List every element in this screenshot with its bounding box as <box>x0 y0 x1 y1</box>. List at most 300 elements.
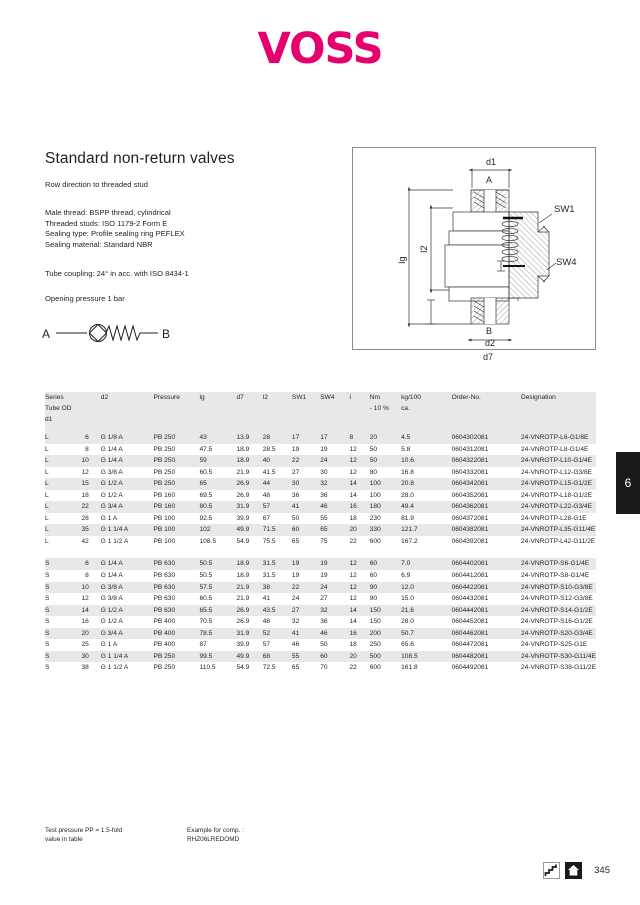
cell-sw4: 32 <box>320 480 328 488</box>
cell-sw1: 22 <box>291 583 300 591</box>
header-row-2 <box>45 403 596 414</box>
cell-lg: 65 <box>199 480 207 488</box>
cell-series: S <box>45 583 50 591</box>
cell-d2: G 1/2 A <box>100 480 123 488</box>
cell-d7: 21.9 <box>236 468 250 476</box>
cell-sw1: 17 <box>291 434 300 441</box>
cell-d7: 26.9 <box>236 618 250 626</box>
cell-lg: 50.5 <box>199 560 213 568</box>
cell-series: L <box>45 445 49 453</box>
footer-note-line-2: value in table <box>45 835 83 843</box>
cell-order: 0604372081 <box>451 514 489 522</box>
cell-sw1: 36 <box>291 491 300 499</box>
cell-order: 0604432081 <box>451 595 489 603</box>
cell-d7: 21.9 <box>236 583 250 591</box>
cell-l2: 72.5 <box>262 664 276 672</box>
cell-kg: 65.6 <box>401 641 414 649</box>
cell-kg: 4.5 <box>401 434 411 441</box>
cell-pressure: PB 100 <box>153 537 176 545</box>
cell-tube: 6 <box>85 560 89 568</box>
header-d1: d1 <box>45 416 53 423</box>
cell-sw4: 46 <box>320 503 328 511</box>
cell-tube: 12 <box>81 468 89 476</box>
cell-sw1: 24 <box>291 595 300 603</box>
cell-d7: 49.9 <box>236 652 250 660</box>
cell-nm: 180 <box>369 503 381 511</box>
header-pressure: Pressure <box>153 394 180 401</box>
drawing-label-lg: lg <box>397 256 408 264</box>
cell-d7: 26.9 <box>236 491 250 499</box>
header-sub-l2 <box>263 403 292 414</box>
cell-pressure: PB 250 <box>153 434 176 441</box>
cell-nm: 50 <box>369 457 378 465</box>
cell-sw1: 22 <box>291 457 300 465</box>
header-sub-lg <box>200 403 237 414</box>
cell-lg: 60.5 <box>199 468 213 476</box>
technical-drawing <box>352 147 596 350</box>
header-series: Series <box>45 394 64 401</box>
cell-pressure: PB 250 <box>153 445 176 453</box>
drawing-label-sw4: SW4 <box>556 257 577 268</box>
cell-pressure: PB 400 <box>153 629 176 637</box>
footer-example-line-1: Example for comp. : <box>187 827 244 834</box>
cell-designation: 24-VNROTP-S8-G1/4E <box>520 572 590 580</box>
table-row <box>45 605 596 617</box>
cell-tube: 30 <box>81 652 89 660</box>
cell-nm: 80 <box>369 468 378 476</box>
cell-series: S <box>45 629 50 637</box>
cell-d7: 31.9 <box>236 629 250 637</box>
cell-designation: 24-VNROTP-L12-G3/8E <box>520 468 593 476</box>
cell-series: L <box>45 537 49 545</box>
cell-sw1: 19 <box>291 560 300 568</box>
cell-series: S <box>45 560 50 568</box>
header-kg: kg/100 <box>401 394 421 401</box>
cell-sw4: 17 <box>320 434 328 441</box>
cell-series: L <box>45 480 49 488</box>
cell-nm: 90 <box>369 583 378 591</box>
cell-lg: 92.5 <box>199 514 213 522</box>
cell-d7: 18.9 <box>236 560 250 568</box>
cell-l2: 75.5 <box>262 537 276 545</box>
cell-sw4: 32 <box>320 606 328 614</box>
cell-series: S <box>45 572 50 580</box>
table-row <box>45 616 596 628</box>
cell-sw1: 19 <box>291 572 300 580</box>
cell-sw4: 75 <box>320 537 328 545</box>
cell-d2: G 1/4 A <box>100 560 123 568</box>
cell-nm: 90 <box>369 595 378 603</box>
cell-order: 0604362081 <box>451 503 489 511</box>
cell-series: S <box>45 664 50 672</box>
cell-sw4: 65 <box>320 526 328 534</box>
cell-l2: 38 <box>262 583 271 591</box>
table-series-gap <box>45 547 596 558</box>
cell-order: 0604462081 <box>451 629 489 637</box>
header-tube-od: Tube OD <box>45 405 72 412</box>
cell-lg: 99.5 <box>199 652 213 660</box>
cell-series: L <box>45 491 49 499</box>
cell-sw1: 30 <box>291 480 300 488</box>
cell-tube: 8 <box>85 572 89 580</box>
cell-sw4: 19 <box>320 445 328 453</box>
cell-lg: 65.5 <box>199 606 213 614</box>
cell-pressure: PB 100 <box>153 526 176 534</box>
cell-sw4: 36 <box>320 618 328 626</box>
cell-sw4: 24 <box>320 583 328 591</box>
table-row <box>45 524 596 536</box>
cell-sw4: 50 <box>320 641 328 649</box>
cell-i: 16 <box>349 503 357 511</box>
cell-lg: 78.5 <box>199 629 213 637</box>
cell-order: 0604312081 <box>451 445 489 453</box>
page-subtitle: Row direction to threaded stud <box>45 180 148 189</box>
cell-series: L <box>45 468 49 476</box>
cell-pressure: PB 630 <box>153 572 176 580</box>
cell-order: 0604492081 <box>451 664 489 672</box>
cell-l2: 41 <box>262 595 271 603</box>
table-row <box>45 558 596 570</box>
spec-male-thread: Male thread: BSPP thread, cylindrical <box>45 208 171 217</box>
cell-d7: 39.9 <box>236 641 250 649</box>
cell-nm: 100 <box>369 480 381 488</box>
spec-sealing-type: Sealing type: Profile sealing ring PEFLEX <box>45 229 185 239</box>
cell-kg: 10.6 <box>401 457 414 465</box>
cell-sw1: 41 <box>291 503 300 511</box>
cell-l2: 68 <box>262 652 271 660</box>
cell-order: 0604332081 <box>451 468 489 476</box>
table-row <box>45 582 596 594</box>
table-row <box>45 639 596 651</box>
cell-d7: 54.9 <box>236 664 250 672</box>
cell-i: 14 <box>349 618 357 626</box>
table-row <box>45 467 596 479</box>
cell-sw4: 36 <box>320 491 328 499</box>
cell-sw4: 19 <box>320 560 328 568</box>
cell-d7: 18.9 <box>236 445 250 453</box>
cell-tube: 15 <box>81 480 89 488</box>
cell-kg: 16.8 <box>401 468 414 476</box>
cell-designation: 24-VNROTP-S14-G1/2E <box>520 606 593 614</box>
cell-l2: 48 <box>262 618 271 626</box>
table-row <box>45 536 596 548</box>
cell-lg: 70.5 <box>199 618 213 626</box>
symbol-port-b-label: B <box>162 327 171 341</box>
table-row <box>45 444 596 456</box>
cell-nm: 60 <box>369 560 378 568</box>
cell-d2: G 1 1/4 A <box>100 652 129 660</box>
cell-d2: G 1/4 A <box>100 572 123 580</box>
cell-designation: 24-VNROTP-S25-G1E <box>520 641 588 649</box>
cell-designation: 24-VNROTP-L6-G1/8E <box>520 434 589 441</box>
cell-i: 18 <box>349 641 357 649</box>
cell-sw1: 65 <box>291 664 300 672</box>
cell-sw4: 46 <box>320 629 328 637</box>
cell-nm: 600 <box>369 664 381 672</box>
cell-lg: 108.5 <box>199 537 217 545</box>
cell-tube: 38 <box>81 664 89 672</box>
cell-pressure: PB 630 <box>153 560 176 568</box>
cell-l2: 28.5 <box>262 445 276 453</box>
cell-sw4: 27 <box>320 595 328 603</box>
cell-l2: 71.5 <box>262 526 276 534</box>
table-row <box>45 593 596 605</box>
cell-pressure: PB 250 <box>153 457 176 465</box>
table-row <box>45 501 596 513</box>
cell-designation: 24-VNROTP-S6-G1/4E <box>520 560 590 568</box>
cell-d2: G 3/8 A <box>100 468 123 476</box>
cell-tube: 20 <box>81 629 89 637</box>
cell-kg: 15.0 <box>401 595 414 603</box>
footer-example-line-2: RHZ06LREDOMD <box>187 835 240 843</box>
cell-l2: 40 <box>262 457 271 465</box>
drawing-label-d7: d7 <box>483 352 494 362</box>
drawing-label-d1: d1 <box>486 157 497 167</box>
cell-l2: 44 <box>262 480 271 488</box>
cell-order: 0604482081 <box>451 652 489 660</box>
cell-d2: G 1 A <box>100 514 118 522</box>
header-nm: Nm <box>369 394 381 401</box>
header-sub-i <box>349 403 369 414</box>
cell-tube: 16 <box>81 618 89 626</box>
cell-pressure: PB 250 <box>153 652 176 660</box>
brand-logo <box>0 24 640 74</box>
cell-l2: 67 <box>262 514 271 522</box>
cell-lg: 87 <box>199 641 207 649</box>
cell-order: 0604452081 <box>451 618 489 626</box>
cell-i: 22 <box>349 664 357 672</box>
cell-i: 14 <box>349 491 357 499</box>
cell-pressure: PB 250 <box>153 664 176 672</box>
header-designation: Designation <box>520 394 556 401</box>
cell-order: 0604402081 <box>451 560 489 568</box>
table-row <box>45 628 596 640</box>
header-row-3-filler <box>101 414 596 425</box>
cell-sw1: 27 <box>291 468 300 476</box>
cell-kg: 28.0 <box>401 618 414 626</box>
cell-i: 8 <box>349 434 354 441</box>
cell-designation: 24-VNROTP-L42-G11/2E <box>520 537 596 545</box>
cell-d7: 49.9 <box>236 526 250 534</box>
cell-nm: 100 <box>369 491 381 499</box>
cell-nm: 500 <box>369 652 381 660</box>
cell-series: L <box>45 503 49 511</box>
cell-tube: 35 <box>81 526 89 534</box>
cell-d2: G 1 1/2 A <box>100 537 129 545</box>
cell-kg: 20.8 <box>401 480 414 488</box>
cell-tube: 8 <box>85 445 89 453</box>
cell-sw4: 24 <box>320 457 328 465</box>
cell-i: 22 <box>349 537 357 545</box>
table-row <box>45 432 596 444</box>
cell-d7: 26.9 <box>236 480 250 488</box>
cell-series: L <box>45 514 49 522</box>
cell-designation: 24-VNROTP-L8-G1/4E <box>520 445 589 453</box>
cell-lg: 59 <box>199 457 207 465</box>
cell-lg: 69.5 <box>199 491 213 499</box>
cell-designation: 24-VNROTP-S38-G11/2E <box>520 664 596 672</box>
cell-i: 12 <box>349 457 357 465</box>
data-table <box>45 392 596 674</box>
cell-series: L <box>45 526 49 534</box>
cell-d7: 18.9 <box>236 457 250 465</box>
cell-d2: G 3/4 A <box>100 629 123 637</box>
cell-d7: 18.9 <box>236 572 250 580</box>
cell-designation: 24-VNROTP-L35-G11/4E <box>520 526 596 534</box>
cell-designation: 24-VNROTP-S30-G11/4E <box>520 652 596 660</box>
drawing-label-A: A <box>486 175 493 185</box>
header-lg: lg <box>199 394 205 401</box>
header-kg-unit: ca. <box>401 405 410 412</box>
cell-tube: 10 <box>81 457 89 465</box>
cell-series: L <box>45 457 49 465</box>
footer-navigation <box>543 862 610 879</box>
cell-pressure: PB 630 <box>153 583 176 591</box>
cell-kg: 21.6 <box>401 606 414 614</box>
cell-lg: 80.5 <box>199 503 213 511</box>
cell-d2: G 1 A <box>100 641 118 649</box>
cell-pressure: PB 160 <box>153 491 176 499</box>
cell-i: 12 <box>349 583 357 591</box>
cell-kg: 161.8 <box>401 664 418 672</box>
cell-pressure: PB 250 <box>153 468 176 476</box>
cell-series: S <box>45 618 50 626</box>
cell-i: 14 <box>349 606 357 614</box>
header-row-3 <box>45 414 596 425</box>
header-sub-pressure <box>154 403 200 414</box>
cell-l2: 28 <box>262 434 271 441</box>
table-row <box>45 478 596 490</box>
header-sub-d2 <box>101 403 154 414</box>
cell-l2: 57 <box>262 503 271 511</box>
cell-tube: 10 <box>81 583 89 591</box>
cell-order: 0604342081 <box>451 480 489 488</box>
cell-i: 18 <box>349 514 357 522</box>
cell-sw1: 55 <box>291 652 300 660</box>
cell-tube: 18 <box>81 491 89 499</box>
cell-nm: 230 <box>369 514 381 522</box>
cell-l2: 31.5 <box>262 572 276 580</box>
cell-order: 0604422081 <box>451 583 489 591</box>
home-icon[interactable] <box>565 862 582 879</box>
header-sub-order <box>452 403 521 414</box>
cell-l2: 41.5 <box>262 468 276 476</box>
drawing-label-l2: l2 <box>419 245 430 253</box>
cell-i: 14 <box>349 480 357 488</box>
section-tab-6[interactable] <box>616 452 640 514</box>
cell-series: S <box>45 606 50 614</box>
cell-l2: 52 <box>262 629 271 637</box>
cell-pressure: PB 250 <box>153 480 176 488</box>
cell-tube: 6 <box>85 434 89 441</box>
table-row <box>45 570 596 582</box>
table-row <box>45 455 596 467</box>
cell-sw4: 30 <box>320 468 328 476</box>
drawing-label-B: B <box>486 326 493 336</box>
cell-order: 0604472081 <box>451 641 489 649</box>
cell-nm: 150 <box>369 606 381 614</box>
cell-pressure: PB 100 <box>153 514 176 522</box>
cell-sw1: 41 <box>291 629 300 637</box>
cell-lg: 102 <box>199 526 211 534</box>
voss-logo-text: VOSS <box>257 24 383 74</box>
cell-d7: 26.9 <box>236 606 250 614</box>
cell-designation: 24-VNROTP-L10-G1/4E <box>520 457 593 465</box>
footer-note-line-1: Test pressure PP = 1.5-fold <box>45 827 123 834</box>
cell-lg: 110.5 <box>199 664 216 672</box>
header-order-no: Order-No. <box>451 394 481 401</box>
cell-lg: 57.5 <box>199 583 213 591</box>
cell-sw4: 19 <box>320 572 328 580</box>
check-valve-symbol <box>42 316 177 350</box>
cell-kg: 5.8 <box>401 445 411 453</box>
cell-order: 0604382081 <box>451 526 489 534</box>
cell-tube: 42 <box>81 537 89 545</box>
symbol-port-a-label: A <box>42 327 51 341</box>
cell-d2: G 1/4 A <box>100 457 123 465</box>
footer-example-note <box>187 827 244 844</box>
cell-nm: 60 <box>369 572 378 580</box>
cell-kg: 49.4 <box>401 503 414 511</box>
cell-d2: G 1/2 A <box>100 606 123 614</box>
cell-d7: 21.9 <box>236 595 250 603</box>
cell-nm: 200 <box>369 629 381 637</box>
section-tab-label: 6 <box>624 476 632 490</box>
cell-nm: 330 <box>369 526 381 534</box>
cell-order: 0604302081 <box>451 434 489 441</box>
cell-d7: 54.9 <box>236 537 250 545</box>
spec-opening-pressure: Opening pressure 1 bar <box>45 294 125 303</box>
cell-designation: 24-VNROTP-L15-G1/2E <box>520 480 593 488</box>
cell-nm: 50 <box>369 445 378 453</box>
cell-d7: 39.9 <box>236 514 250 522</box>
cell-d7: 13.9 <box>236 434 250 441</box>
cell-i: 12 <box>349 445 357 453</box>
cell-designation: 24-VNROTP-L28-G1E <box>520 514 587 522</box>
header-d7: d7 <box>236 394 244 401</box>
table-body-s-series <box>45 558 596 673</box>
cell-tube: 28 <box>81 514 89 522</box>
specifications-table <box>45 392 596 674</box>
header-sw4: SW4 <box>320 394 335 401</box>
cell-designation: 24-VNROTP-S20-G3/4E <box>520 629 593 637</box>
cell-sw1: 60 <box>291 526 300 534</box>
cell-d2: G 1/8 A <box>100 434 123 441</box>
cell-i: 12 <box>349 560 357 568</box>
cell-order: 0604392081 <box>451 537 489 545</box>
cell-sw4: 60 <box>320 652 328 660</box>
cell-tube: 25 <box>81 641 89 649</box>
cell-pressure: PB 630 <box>153 595 176 603</box>
cell-nm: 250 <box>369 641 381 649</box>
cell-d2: G 1/4 A <box>100 445 123 453</box>
spec-tube-coupling: Tube coupling: 24° in acc. with ISO 8434-1 <box>45 269 189 278</box>
cell-series: S <box>45 641 50 649</box>
cell-sw4: 70 <box>320 664 328 672</box>
header-sub-d7 <box>236 403 262 414</box>
stairs-icon[interactable] <box>543 862 560 879</box>
cell-tube: 14 <box>81 606 89 614</box>
cell-lg: 47.5 <box>199 445 213 453</box>
cell-i: 12 <box>349 468 357 476</box>
cell-d2: G 1/2 A <box>100 491 123 499</box>
table-row <box>45 651 596 663</box>
table-head <box>45 392 596 432</box>
header-d2: d2 <box>100 394 109 401</box>
cell-kg: 50.7 <box>401 629 414 637</box>
cell-series: L <box>45 434 49 441</box>
header-i: i <box>349 394 351 401</box>
